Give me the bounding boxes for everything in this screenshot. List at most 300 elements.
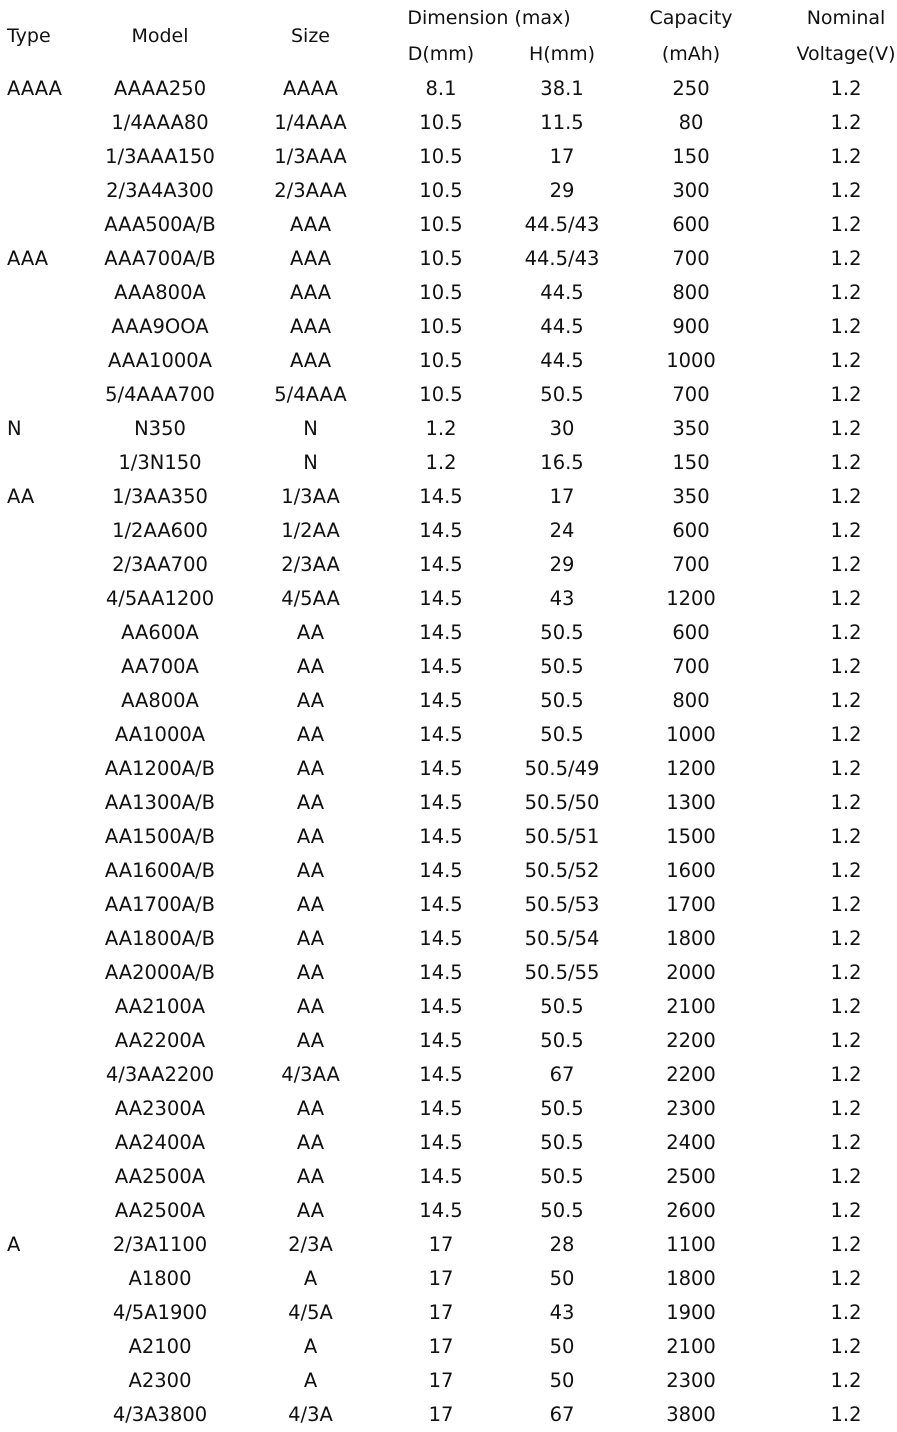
cell-model: 2/3AA700 [112, 553, 208, 576]
cell-height: 43 [549, 587, 575, 610]
cell-size: AA [296, 1097, 325, 1120]
cell-voltage [775, 1398, 897, 1432]
cell-voltage-value: 1.2 [830, 1097, 862, 1120]
cell-capacity: 800 [672, 689, 710, 712]
header-voltage-label: Voltage(V) [796, 43, 896, 65]
cell-capacity: 1800 [666, 1267, 716, 1290]
cell-diameter: 14.5 [419, 485, 463, 508]
cell-diameter: 1.2 [425, 417, 457, 440]
cell-type [0, 276, 64, 310]
cell-diameter: 17 [428, 1403, 454, 1426]
table-header [0, 0, 897, 72]
cell-type [0, 514, 64, 548]
cell-size: AA [296, 927, 325, 950]
cell-model: 4/3AA2200 [105, 1063, 215, 1086]
cell-type [0, 922, 64, 956]
cell-voltage [775, 208, 897, 242]
cell-voltage-value: 1.2 [830, 1335, 862, 1358]
cell-height: 50.5 [540, 995, 584, 1018]
cell-size: AA [296, 961, 325, 984]
cell-voltage-value: 1.2 [830, 553, 862, 576]
cell-diameter: 17 [428, 1301, 454, 1324]
table-row [0, 446, 897, 480]
cell-diameter: 14.5 [419, 621, 463, 644]
cell-capacity: 700 [672, 383, 710, 406]
cell-diameter: 14.5 [419, 961, 463, 984]
cell-size: AAA [289, 281, 332, 304]
cell-height: 50.5 [540, 655, 584, 678]
cell-height: 50.5 [540, 621, 584, 644]
cell-model: AA800A [121, 689, 199, 712]
cell-model: AA2500A [114, 1199, 206, 1222]
table-row [0, 956, 897, 990]
cell-model: 1/3AA350 [112, 485, 208, 508]
cell-capacity: 1900 [666, 1301, 716, 1324]
cell-voltage-value: 1.2 [830, 587, 862, 610]
cell-height: 50 [549, 1369, 575, 1392]
table-row [0, 820, 897, 854]
cell-model: AA1000A [114, 723, 206, 746]
cell-model: AA1500A/B [104, 825, 216, 848]
cell-voltage-value: 1.2 [830, 111, 862, 134]
cell-type: A [7, 1233, 21, 1256]
cell-height: 50 [549, 1267, 575, 1290]
cell-capacity: 2300 [666, 1369, 716, 1392]
cell-diameter: 14.5 [419, 1165, 463, 1188]
cell-height: 50.5 [540, 689, 584, 712]
cell-voltage-value: 1.2 [830, 349, 862, 372]
cell-diameter: 10.5 [419, 111, 463, 134]
cell-model: 2/3A4A300 [106, 179, 214, 202]
cell-voltage-value: 1.2 [830, 1233, 862, 1256]
cell-height: 44.5/43 [524, 213, 600, 236]
cell-voltage [775, 548, 897, 582]
cell-voltage-value: 1.2 [830, 1403, 862, 1426]
cell-model: AA2000A/B [104, 961, 216, 984]
cell-voltage-value: 1.2 [830, 1165, 862, 1188]
table-row [0, 1398, 897, 1432]
table-row [0, 854, 897, 888]
cell-type [0, 820, 64, 854]
cell-model: 1/3N150 [118, 451, 202, 474]
cell-diameter: 14.5 [419, 893, 463, 916]
cell-voltage-value: 1.2 [830, 451, 862, 474]
table-body [0, 72, 897, 1432]
cell-diameter: 10.5 [419, 383, 463, 406]
cell-voltage-value: 1.2 [830, 1369, 862, 1392]
cell-voltage [775, 242, 897, 276]
table-row [0, 1262, 897, 1296]
cell-voltage [775, 1228, 897, 1262]
cell-type [0, 888, 64, 922]
cell-height: 43 [549, 1301, 575, 1324]
cell-height: 29 [549, 179, 575, 202]
cell-diameter: 1.2 [425, 451, 457, 474]
cell-type [0, 1058, 64, 1092]
cell-capacity: 600 [672, 621, 710, 644]
table-row [0, 174, 897, 208]
cell-model: AA2500A [114, 1165, 206, 1188]
cell-height: 24 [549, 519, 575, 542]
cell-voltage-value: 1.2 [830, 689, 862, 712]
cell-type [0, 786, 64, 820]
cell-model: 4/3A3800 [112, 1403, 208, 1426]
table-row [0, 888, 897, 922]
table-row [0, 718, 897, 752]
cell-voltage [775, 1126, 897, 1160]
cell-voltage [775, 650, 897, 684]
cell-size: N [303, 451, 318, 474]
cell-capacity: 80 [678, 111, 704, 134]
cell-voltage-value: 1.2 [830, 519, 862, 542]
cell-capacity: 350 [672, 485, 710, 508]
cell-voltage-value: 1.2 [830, 247, 862, 270]
cell-voltage-value: 1.2 [830, 621, 862, 644]
cell-type [0, 718, 64, 752]
cell-size: AA [296, 825, 325, 848]
cell-capacity: 2100 [666, 995, 716, 1018]
cell-height: 17 [549, 145, 575, 168]
cell-diameter: 14.5 [419, 791, 463, 814]
cell-size: 1/2AA [281, 519, 340, 542]
cell-diameter: 10.5 [419, 179, 463, 202]
cell-capacity: 1600 [666, 859, 716, 882]
cell-type [0, 1364, 64, 1398]
cell-voltage-value: 1.2 [830, 825, 862, 848]
cell-type: N [7, 417, 22, 440]
header-nominal [775, 0, 897, 36]
cell-size: 2/3AA [281, 553, 340, 576]
cell-height: 44.5 [540, 315, 584, 338]
cell-capacity: 350 [672, 417, 710, 440]
cell-capacity: 2500 [666, 1165, 716, 1188]
cell-capacity: 250 [672, 77, 710, 100]
table-row [0, 276, 897, 310]
cell-model: 1/4AAA80 [111, 111, 209, 134]
cell-height: 50.5 [540, 1097, 584, 1120]
header-h: H(mm) [528, 43, 596, 65]
cell-size: A [303, 1335, 318, 1358]
cell-type: AAA [7, 247, 49, 270]
header-type: Type [7, 25, 51, 47]
cell-size: 4/3A [288, 1403, 333, 1426]
cell-size: A [303, 1369, 318, 1392]
cell-capacity: 150 [672, 145, 710, 168]
cell-size: AA [296, 723, 325, 746]
cell-model: AA700A [121, 655, 199, 678]
cell-height: 50.5 [540, 1029, 584, 1052]
header-dimension [365, 0, 607, 36]
cell-voltage [775, 1330, 897, 1364]
cell-voltage-value: 1.2 [830, 213, 862, 236]
table-row [0, 786, 897, 820]
cell-type: AAAA [7, 77, 62, 100]
table-row [0, 1364, 897, 1398]
cell-size: 4/5A [288, 1301, 333, 1324]
cell-height: 50.5/50 [524, 791, 600, 814]
cell-capacity: 300 [672, 179, 710, 202]
cell-voltage-value: 1.2 [830, 927, 862, 950]
cell-voltage [775, 1024, 897, 1058]
cell-type [0, 1024, 64, 1058]
cell-type [0, 1194, 64, 1228]
cell-voltage-value: 1.2 [830, 655, 862, 678]
cell-voltage-value: 1.2 [830, 315, 862, 338]
cell-model: AA1300A/B [104, 791, 216, 814]
cell-voltage [775, 344, 897, 378]
table-row [0, 684, 897, 718]
cell-model: AAA1000A [107, 349, 213, 372]
cell-voltage [775, 1262, 897, 1296]
cell-height: 50.5/52 [524, 859, 600, 882]
table-row [0, 514, 897, 548]
cell-model: AA1600A/B [104, 859, 216, 882]
cell-voltage-value: 1.2 [830, 1301, 862, 1324]
cell-type [0, 140, 64, 174]
table-row [0, 548, 897, 582]
table-row [0, 616, 897, 650]
cell-capacity: 3800 [666, 1403, 716, 1426]
cell-voltage [775, 412, 897, 446]
cell-voltage [775, 1058, 897, 1092]
cell-size: 5/4AAA [274, 383, 347, 406]
cell-diameter: 14.5 [419, 553, 463, 576]
cell-voltage [775, 174, 897, 208]
table-row [0, 480, 897, 514]
cell-voltage-value: 1.2 [830, 1131, 862, 1154]
cell-diameter: 14.5 [419, 859, 463, 882]
cell-voltage [775, 378, 897, 412]
cell-model: AAA800A [114, 281, 206, 304]
cell-type [0, 446, 64, 480]
cell-height: 44.5 [540, 281, 584, 304]
cell-voltage [775, 1160, 897, 1194]
cell-diameter: 14.5 [419, 995, 463, 1018]
cell-size: N [303, 417, 318, 440]
cell-voltage-value: 1.2 [830, 1267, 862, 1290]
cell-capacity: 1500 [666, 825, 716, 848]
table-row [0, 378, 897, 412]
cell-size: AA [296, 1029, 325, 1052]
cell-size: AA [296, 689, 325, 712]
table-row [0, 990, 897, 1024]
cell-height: 11.5 [540, 111, 584, 134]
table-row [0, 1092, 897, 1126]
cell-height: 44.5/43 [524, 247, 600, 270]
cell-height: 50.5 [540, 383, 584, 406]
cell-model: AAA9OOA [111, 315, 209, 338]
table-row [0, 1126, 897, 1160]
cell-voltage-value: 1.2 [830, 995, 862, 1018]
cell-capacity: 2600 [666, 1199, 716, 1222]
table-row [0, 1024, 897, 1058]
cell-type [0, 854, 64, 888]
cell-voltage [775, 786, 897, 820]
table-row [0, 1330, 897, 1364]
cell-capacity: 1800 [666, 927, 716, 950]
cell-capacity: 700 [672, 655, 710, 678]
header-nominal-label: Nominal [806, 7, 886, 29]
cell-size: 2/3A [288, 1233, 333, 1256]
cell-type [0, 956, 64, 990]
cell-size: AAA [289, 315, 332, 338]
cell-capacity: 1200 [666, 587, 716, 610]
cell-diameter: 14.5 [419, 689, 463, 712]
cell-diameter: 14.5 [419, 1131, 463, 1154]
cell-diameter: 10.5 [419, 349, 463, 372]
cell-voltage-value: 1.2 [830, 1063, 862, 1086]
cell-size: 4/3AA [281, 1063, 340, 1086]
header-voltage [775, 36, 897, 72]
cell-height: 67 [549, 1063, 575, 1086]
table-row [0, 1058, 897, 1092]
cell-model: N350 [134, 417, 186, 440]
cell-diameter: 17 [428, 1233, 454, 1256]
cell-height: 50.5/51 [524, 825, 600, 848]
cell-voltage [775, 310, 897, 344]
cell-model: A2100 [128, 1335, 192, 1358]
cell-size: AA [296, 1165, 325, 1188]
header-capacity: Capacity [649, 7, 733, 29]
cell-voltage-value: 1.2 [830, 145, 862, 168]
cell-model: AAA500A/B [104, 213, 216, 236]
cell-capacity: 2200 [666, 1029, 716, 1052]
cell-model: AA1200A/B [104, 757, 216, 780]
cell-model: AA600A [121, 621, 199, 644]
cell-model: A1800 [128, 1267, 192, 1290]
cell-size: 1/3AAA [274, 145, 347, 168]
cell-voltage [775, 1092, 897, 1126]
table-row [0, 344, 897, 378]
header-row-1 [0, 0, 897, 36]
cell-voltage [775, 514, 897, 548]
cell-capacity: 600 [672, 519, 710, 542]
cell-capacity: 150 [672, 451, 710, 474]
cell-type [0, 616, 64, 650]
cell-capacity: 1100 [666, 1233, 716, 1256]
table-row [0, 310, 897, 344]
cell-size: AA [296, 1199, 325, 1222]
cell-model: 4/5AA1200 [105, 587, 215, 610]
cell-height: 50.5/55 [524, 961, 600, 984]
cell-voltage-value: 1.2 [830, 961, 862, 984]
cell-size: AA [296, 859, 325, 882]
cell-type [0, 1296, 64, 1330]
cell-diameter: 14.5 [419, 825, 463, 848]
cell-voltage-value: 1.2 [830, 859, 862, 882]
cell-model: AA2200A [114, 1029, 206, 1052]
cell-voltage [775, 684, 897, 718]
cell-type [0, 1092, 64, 1126]
header-dimension-label: Dimension (max) [407, 7, 571, 29]
cell-type: AA [7, 485, 35, 508]
cell-height: 16.5 [540, 451, 584, 474]
cell-type [0, 1262, 64, 1296]
cell-voltage-value: 1.2 [830, 179, 862, 202]
table-row [0, 140, 897, 174]
cell-size: 1/4AAA [274, 111, 347, 134]
cell-type [0, 990, 64, 1024]
cell-type [0, 208, 64, 242]
cell-height: 50.5 [540, 723, 584, 746]
cell-voltage [775, 990, 897, 1024]
cell-size: AA [296, 757, 325, 780]
cell-model: 4/5A1900 [112, 1301, 208, 1324]
table-row [0, 208, 897, 242]
cell-model: AAA700A/B [104, 247, 216, 270]
cell-size: 2/3AAA [274, 179, 347, 202]
cell-capacity: 2300 [666, 1097, 716, 1120]
cell-voltage [775, 922, 897, 956]
cell-voltage-value: 1.2 [830, 757, 862, 780]
cell-voltage-value: 1.2 [830, 281, 862, 304]
cell-diameter: 14.5 [419, 655, 463, 678]
cell-size: AA [296, 621, 325, 644]
cell-voltage [775, 276, 897, 310]
cell-voltage-value: 1.2 [830, 1029, 862, 1052]
cell-size: 4/5AA [281, 587, 340, 610]
cell-diameter: 14.5 [419, 757, 463, 780]
table-row [0, 412, 897, 446]
cell-height: 29 [549, 553, 575, 576]
cell-diameter: 10.5 [419, 315, 463, 338]
header-size: Size [290, 25, 330, 47]
cell-size: AAA [289, 213, 332, 236]
cell-diameter: 17 [428, 1369, 454, 1392]
cell-height: 50.5/54 [524, 927, 600, 950]
cell-diameter: 14.5 [419, 927, 463, 950]
cell-size: AAA [289, 349, 332, 372]
cell-height: 44.5 [540, 349, 584, 372]
table-row [0, 650, 897, 684]
cell-height: 17 [549, 485, 575, 508]
cell-voltage [775, 106, 897, 140]
cell-model: AAAA250 [113, 77, 207, 100]
header-d: D(mm) [407, 43, 475, 65]
cell-capacity: 700 [672, 247, 710, 270]
cell-voltage [775, 446, 897, 480]
cell-voltage [775, 480, 897, 514]
cell-height: 50 [549, 1335, 575, 1358]
cell-voltage-value: 1.2 [830, 485, 862, 508]
cell-voltage [775, 582, 897, 616]
cell-capacity: 600 [672, 213, 710, 236]
cell-voltage-value: 1.2 [830, 791, 862, 814]
cell-model: AA2300A [114, 1097, 206, 1120]
cell-type [0, 106, 64, 140]
cell-voltage [775, 1194, 897, 1228]
cell-type [0, 684, 64, 718]
cell-voltage-value: 1.2 [830, 893, 862, 916]
cell-voltage [775, 1296, 897, 1330]
cell-type [0, 174, 64, 208]
cell-size: AAAA [283, 77, 338, 100]
cell-model: AA2100A [114, 995, 206, 1018]
cell-voltage-value: 1.2 [830, 77, 862, 100]
cell-diameter: 14.5 [419, 519, 463, 542]
cell-type [0, 1398, 64, 1432]
cell-model: AA1800A/B [104, 927, 216, 950]
cell-capacity: 1000 [666, 349, 716, 372]
cell-capacity: 700 [672, 553, 710, 576]
table-row [0, 106, 897, 140]
cell-diameter: 17 [428, 1267, 454, 1290]
cell-diameter: 14.5 [419, 1063, 463, 1086]
cell-diameter: 8.1 [425, 77, 457, 100]
table-row [0, 1160, 897, 1194]
table-row [0, 752, 897, 786]
cell-voltage [775, 752, 897, 786]
